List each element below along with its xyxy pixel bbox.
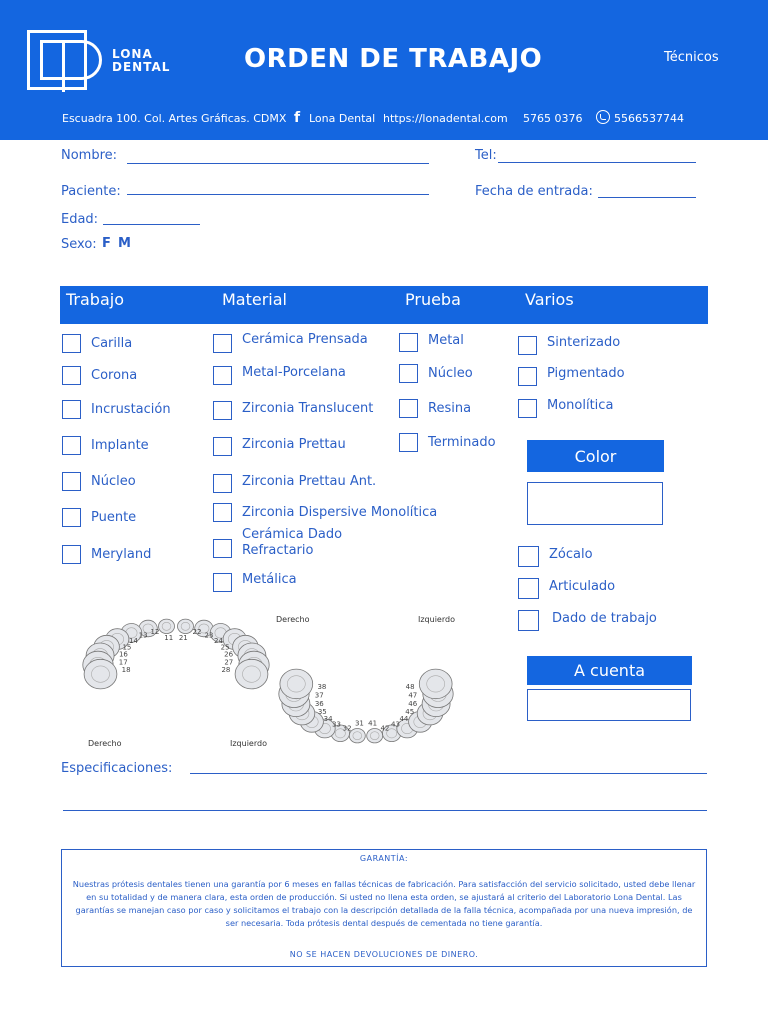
checkbox[interactable] [399,433,418,452]
checkbox[interactable] [518,546,539,567]
material-item-zirconia-translucent[interactable]: Zirconia Translucent [213,401,373,420]
checkbox[interactable] [62,334,81,353]
prueba-item-metal[interactable]: Metal [399,333,464,352]
checkbox[interactable] [62,545,81,564]
tooth-number: 45 [405,707,415,716]
header-varios: Varios [525,290,574,309]
extra-item-articulado[interactable]: Articulado [518,578,615,599]
sexo-option-m[interactable]: M [118,236,131,251]
tooth-number: 43 [391,720,400,729]
header-prueba: Prueba [405,290,461,309]
trabajo-item-meryland[interactable]: Meryland [62,545,151,564]
checkbox[interactable] [518,399,537,418]
guarantee-footer: NO SE HACEN DEVOLUCIONES DE DINERO. [289,950,479,959]
especificaciones-label: Especificaciones: [61,761,173,776]
table-header-bar [60,286,708,324]
tooth-number: 38 [317,682,327,691]
tooth-number: 14 [129,636,138,645]
tooth-number: 33 [332,720,341,729]
logo-text [112,48,170,74]
edad-field[interactable] [103,224,200,225]
header-banner [0,0,768,140]
checkbox[interactable] [399,364,418,383]
logo-l-bar [62,40,65,92]
tooth-number: 15 [122,643,132,652]
material-item-ceramica-dado[interactable]: Cerámica Dado Refractario [213,527,342,559]
tooth-number: 27 [224,658,234,667]
trabajo-item-implante[interactable]: Implante [62,436,149,455]
fecha-field[interactable] [598,197,696,198]
tel-field[interactable] [498,162,696,163]
upper-arch [83,619,269,689]
extra-item-zocalo[interactable]: Zócalo [518,546,593,567]
trabajo-item-puente[interactable]: Puente [62,508,136,527]
tooth-number: 13 [138,631,148,640]
nombre-label: Nombre: [61,148,118,163]
checkbox[interactable] [518,336,537,355]
tooth-number: 22 [192,628,202,637]
logo-line1: LONA [112,47,153,61]
tooth-number: 37 [314,691,324,700]
whatsapp-icon [596,110,610,124]
checkbox[interactable] [213,366,232,385]
trabajo-item-incrustacion[interactable]: Incrustación [62,400,171,419]
checkbox[interactable] [62,472,81,491]
checkbox[interactable] [213,503,232,522]
tooth-number: 32 [342,724,352,733]
tooth-shape[interactable] [419,669,452,699]
tooth-number: 46 [408,699,418,708]
tooth-number: 26 [224,650,234,659]
varios-item-pigmentado[interactable]: Pigmentado [518,367,625,386]
page-title: ORDEN DE TRABAJO [244,44,543,74]
upper-right-label: Derecho [88,739,122,748]
checkbox[interactable] [518,610,539,631]
paciente-field[interactable] [127,194,429,195]
tooth-number: 24 [214,636,223,645]
checkbox[interactable] [213,573,232,592]
tooth-number: 16 [118,650,128,659]
tooth-number: 18 [121,666,131,675]
sexo-option-f[interactable]: F [102,236,111,251]
checkbox[interactable] [213,474,232,493]
guarantee-title: GARANTÍA: [359,854,409,863]
whatsapp-number: 5566537744 [614,112,684,125]
checkbox[interactable] [399,333,418,352]
paciente-label: Paciente: [61,184,121,199]
tooth-shape[interactable] [349,729,365,743]
material-item-metalica[interactable]: Metálica [213,573,297,592]
tooth-number: 42 [380,724,390,733]
tooth-shape[interactable] [159,619,175,633]
dental-chart [60,600,480,756]
nombre-field[interactable] [127,163,429,164]
upper-left-label: Izquierdo [230,739,267,748]
logo-d-shape [40,40,102,80]
guarantee-text: Nuestras prótesis dentales tienen una garantía por 6 meses en fallas técnicas de fabricación. Para satisfacción del servicio solicitado, usted debe llenar en su totalidad y de manera clara, esta orden de producción. Si usted no llena esta orden, se ajustará al criterio del Laboratorio Lona Dental. Las garantías se manejan caso por caso y solicitamos el trabajo con la descripción detallada de la falla técnica, acompañada por una nueva impresión, de ser necesaria. Toda prótesis dental después de cementada no tiene garantía. [72,879,696,928]
material-item-zirconia-prettau[interactable]: Zirconia Prettau [213,437,346,456]
lower-left-label: Izquierdo [418,615,455,624]
tooth-number: 35 [317,707,327,716]
material-item-ceramica-prensada[interactable]: Cerámica Prensada [213,334,368,353]
a-cuenta-label-bar: A cuenta [527,656,692,685]
edad-label: Edad: [61,212,99,227]
lower-right-label: Derecho [276,615,310,624]
trabajo-item-nucleo[interactable]: Núcleo [62,472,136,491]
trabajo-item-carilla[interactable]: Carilla [62,334,132,353]
tooth-number: 17 [118,658,128,667]
header-trabajo: Trabajo [66,290,124,309]
checkbox[interactable] [518,367,537,386]
material-item-zirconia-prettau-ant[interactable]: Zirconia Prettau Ant. [213,474,376,493]
tooth-number: 11 [164,634,174,643]
tooth-shape[interactable] [84,659,117,689]
varios-item-monolitica[interactable]: Monolítica [518,399,613,418]
sexo-label: Sexo: [61,237,97,252]
trabajo-item-corona[interactable]: Corona [62,366,137,385]
fecha-label: Fecha de entrada: [475,184,593,199]
phone: 5765 0376 [523,112,583,125]
tooth-number: 36 [314,699,324,708]
prueba-item-nucleo[interactable]: Núcleo [399,364,473,383]
checkbox[interactable] [62,366,81,385]
tooth-shape[interactable] [178,619,194,633]
material-item-zirconia-dispersive[interactable]: Zirconia Dispersive Monolítica [213,503,437,522]
prueba-item-resina[interactable]: Resina [399,399,471,418]
tooth-number: 21 [178,634,188,643]
tooth-number: 41 [368,719,378,728]
tooth-number: 12 [150,628,160,637]
especificaciones-line-2[interactable] [63,810,707,811]
tecnicos-label: Técnicos [664,50,719,65]
facebook-icon: f [294,110,301,126]
tooth-number: 44 [399,715,409,723]
checkbox[interactable] [213,539,232,558]
color-label-bar: Color [527,440,664,472]
tel-label: Tel: [475,148,497,163]
especificaciones-line-1[interactable] [190,773,707,774]
checkbox[interactable] [213,437,232,456]
header-material: Material [222,290,287,309]
facebook-name: Lona Dental [309,112,376,125]
varios-item-sinterizado[interactable]: Sinterizado [518,336,620,355]
tooth-number: 31 [354,719,364,728]
tooth-number: 34 [323,715,333,723]
checkbox[interactable] [62,436,81,455]
tooth-shape[interactable] [235,659,268,689]
tooth-number: 23 [204,631,214,640]
lower-arch [279,669,453,743]
guarantee-box [61,849,707,967]
tooth-shape[interactable] [280,669,313,699]
logo-line2: DENTAL [112,60,171,74]
color-input-box[interactable] [527,482,663,525]
material-item-metal-porcelana[interactable]: Metal-Porcelana [213,366,346,385]
checkbox[interactable] [62,400,81,419]
a-cuenta-input-box[interactable] [527,689,691,721]
address: Escuadra 100. Col. Artes Gráficas. CDMX [62,112,287,125]
tooth-number: 47 [408,691,418,700]
tooth-number: 25 [220,643,230,652]
checkbox[interactable] [399,399,418,418]
website: https://lonadental.com [383,112,508,125]
checkbox[interactable] [213,334,232,353]
tooth-number: 48 [405,682,415,691]
checkbox[interactable] [518,578,539,599]
checkbox[interactable] [213,401,232,420]
extra-item-dado-de-trabajo[interactable]: Dado de trabajo [518,610,657,631]
tooth-number: 28 [221,666,231,675]
checkbox[interactable] [62,508,81,527]
prueba-item-terminado[interactable]: Terminado [399,433,496,452]
